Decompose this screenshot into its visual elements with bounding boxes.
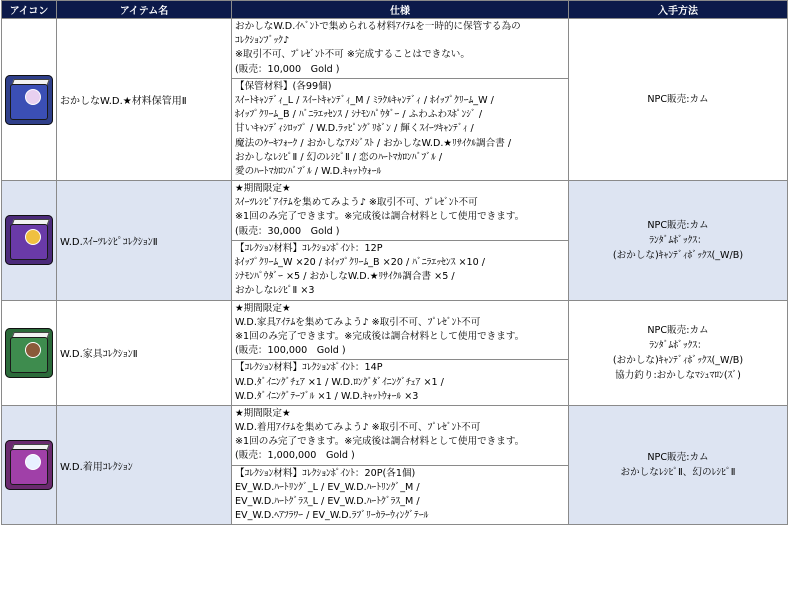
- icon-cell: [2, 19, 57, 181]
- spec-line: ★期間限定★: [235, 407, 291, 419]
- spec-line: 【ｺﾚｸｼｮﾝ材料】ｺﾚｸｼｮﾝﾎﾟｲﾝﾄ：20P(各1個): [235, 467, 416, 479]
- header-name: アイテム名: [57, 1, 232, 19]
- spec-materials: [232, 360, 569, 406]
- spec-line: (販売：30,000 Gold ): [235, 225, 340, 237]
- spec-line: EV_W.D.ﾊｰﾄｸﾞﾗｽ_L / EV_W.D.ﾊｰﾄｸﾞﾗｽ_M /: [235, 496, 420, 507]
- spec-line: (販売：1,000,000 Gold ): [235, 450, 355, 462]
- spec-line: おかしなﾚｼﾋﾟⅡ / 幻のﾚｼﾋﾟⅡ / 恋のﾊｰﾄﾏｶﾛﾝﾊﾞﾌﾞﾙ /: [235, 151, 443, 163]
- spec-line: W.D.家具ｱｲﾃﾑを集めてみよう♪ ※取引不可、ﾌﾟﾚｾﾞﾝﾄ不可: [235, 316, 481, 328]
- spec-materials: [232, 240, 569, 300]
- spec-materials: [232, 78, 569, 180]
- acquire-line: ﾗﾝﾀﾞﾑﾎﾞｯｸｽ：: [649, 234, 707, 246]
- costume-book-icon: [5, 440, 53, 490]
- spec-line: おかしなW.D.ｲﾍﾞﾝﾄで集められる材料ｱｲﾃﾑを一時的に保管する為の: [235, 21, 521, 32]
- spec-description: [232, 405, 569, 465]
- spec-line: ※1回のみ完了できます。※完成後は調合材料として使用できます。: [235, 330, 525, 342]
- table-row: [2, 181, 788, 241]
- acquire-line: ﾗﾝﾀﾞﾑﾎﾞｯｸｽ：: [649, 339, 707, 351]
- acquire-method: [569, 300, 788, 405]
- spec-line: (販売：10,000 Gold ): [235, 63, 340, 75]
- acquire-line: NPC販売:カム: [647, 219, 709, 231]
- spec-description: [232, 181, 569, 241]
- spec-line: 愛のﾊｰﾄﾏｶﾛﾝﾊﾞﾌﾞﾙ / W.D.ｷｬｯﾄｳｫｰﾙ: [235, 165, 382, 177]
- table-row: [2, 405, 788, 465]
- acquire-line: (おかしな)ｷｬﾝﾃﾞｨﾎﾞｯｸｽ(_W/B): [612, 249, 744, 261]
- header-icon: アイコン: [2, 1, 57, 19]
- spec-line: ※取引不可、ﾌﾟﾚｾﾞﾝﾄ不可 ※完成することはできない。: [235, 49, 470, 61]
- table-row: [2, 300, 788, 360]
- item-name: W.D.着用ｺﾚｸｼｮﾝ: [57, 405, 232, 525]
- spec-line: ｼﾅﾓﾝﾊﾟｳﾀﾞｰ ×5 / おかしなW.D.★ﾘｻｲｸﾙ調合書 ×5 /: [235, 271, 455, 283]
- spec-materials: [232, 465, 569, 525]
- spec-line: おかしなﾚｼﾋﾟⅡ ×3: [235, 285, 315, 297]
- items-table: [1, 0, 788, 525]
- acquire-method: [569, 19, 788, 181]
- spec-line: W.D.ﾀﾞｲﾆﾝｸﾞﾃｰﾌﾞﾙ ×1 / W.D.ｷｬｯﾄｳｫｰﾙ ×3: [235, 390, 419, 402]
- spec-line: 【保管材料】(各99個): [235, 80, 332, 92]
- acquire-line: おかしなﾚｼﾋﾟⅡ、幻のﾚｼﾋﾟⅡ: [620, 467, 736, 479]
- header-acquire: 入手方法: [569, 1, 788, 19]
- item-name: W.D.家具ｺﾚｸｼｮﾝⅡ: [57, 300, 232, 405]
- spec-line: EV_W.D.ﾍｱﾌﾗﾜｰ / EV_W.D.ﾗﾌﾞﾘｰｶﾗｰｳｨﾝｸﾞﾃｰﾙ: [235, 510, 429, 522]
- spec-line: ★期間限定★: [235, 183, 291, 195]
- item-name: W.D.ｽｲｰﾂﾚｼﾋﾟｺﾚｸｼｮﾝⅡ: [57, 181, 232, 301]
- spec-description: [232, 300, 569, 360]
- icon-cell: [2, 405, 57, 525]
- acquire-line: NPC販売:カム: [647, 452, 709, 464]
- acquire-line: NPC販売:カム: [647, 324, 709, 336]
- spec-line: ※1回のみ完了できます。※完成後は調合材料として使用できます。: [235, 211, 525, 223]
- spec-line: ﾎｲｯﾌﾟｸﾘｰﾑ_B / ﾊﾞﾆﾗｴｯｾﾝｽ / ｼﾅﾓﾝﾊﾟｳﾀﾞｰ / ふわふわｽﾎﾟﾝｼﾞ /: [235, 109, 483, 121]
- acquire-line: (おかしな)ｷｬﾝﾃﾞｨﾎﾞｯｸｽ(_W/B): [612, 354, 744, 366]
- spec-line: 甘いｷｬﾝﾃﾞｨｼﾛｯﾌﾟ / W.D.ﾗｯﾋﾟﾝｸﾞﾘﾎﾞﾝ / 輝くｽｲｰﾂｷｬﾝﾃﾞｨ /: [235, 123, 474, 135]
- spec-line: 魔法のｹｰｷﾌｫｰｸ / おかしなｱﾒｼﾞｽﾄ / おかしなW.D.★ﾘｻｲｸﾙ調合書 /: [235, 137, 512, 149]
- spec-line: ﾎｲｯﾌﾟｸﾘｰﾑ_W ×20 / ﾎｲｯﾌﾟｸﾘｰﾑ_B ×20 / ﾊﾞﾆﾗｴｯｾﾝｽ ×10 /: [235, 257, 486, 268]
- header-spec: 仕様: [232, 1, 569, 19]
- spec-line: ｽｲｰﾄｷｬﾝﾃﾞｨ_L / ｽｲｰﾄｷｬﾝﾃﾞｨ_M / ﾐﾗｸﾙｷｬﾝﾃﾞｨ / ﾎｲｯﾌﾟｸﾘｰﾑ_W /: [235, 94, 494, 106]
- spec-line: ★期間限定★: [235, 302, 291, 314]
- icon-cell: [2, 181, 57, 301]
- lollipop-book-icon: [5, 75, 53, 125]
- header-row: [2, 1, 788, 19]
- sweets-book-icon: [5, 215, 53, 265]
- spec-line: W.D.ﾀﾞｲﾆﾝｸﾞﾁｪｱ ×1 / W.D.ﾛﾝｸﾞﾀﾞｲﾆﾝｸﾞﾁｪｱ ×1 /: [235, 376, 444, 388]
- spec-line: ｽｲｰﾂﾚｼﾋﾟｱｲﾃﾑを集めてみよう♪ ※取引不可、ﾌﾟﾚｾﾞﾝﾄ不可: [235, 197, 478, 209]
- spec-line: ｺﾚｸｼｮﾝﾌﾞｯｸ♪: [235, 35, 290, 47]
- spec-description: [232, 19, 569, 79]
- item-name: おかしなW.D.★材料保管用Ⅱ: [57, 19, 232, 181]
- spec-line: ※1回のみ完了できます。※完成後は調合材料として使用できます。: [235, 436, 525, 448]
- furniture-book-icon: [5, 328, 53, 378]
- icon-cell: [2, 300, 57, 405]
- spec-line: 【ｺﾚｸｼｮﾝ材料】ｺﾚｸｼｮﾝﾎﾟｲﾝﾄ：14P: [235, 362, 383, 374]
- acquire-method: [569, 405, 788, 525]
- spec-line: 【ｺﾚｸｼｮﾝ材料】ｺﾚｸｼｮﾝﾎﾟｲﾝﾄ：12P: [235, 242, 383, 254]
- acquire-line: 協力釣り:おかしなﾏｼｭﾏﾛﾝ(ｽﾞ): [615, 369, 741, 381]
- spec-line: (販売：100,000 Gold ): [235, 345, 346, 357]
- acquire-line: NPC販売:カム: [647, 94, 709, 106]
- spec-line: EV_W.D.ﾊｰﾄﾘﾝｸﾞ_L / EV_W.D.ﾊｰﾄﾘﾝｸﾞ_M /: [235, 481, 420, 493]
- table-row: [2, 19, 788, 79]
- acquire-method: [569, 181, 788, 301]
- spec-line: W.D.着用ｱｲﾃﾑを集めてみよう♪ ※取引不可、ﾌﾟﾚｾﾞﾝﾄ不可: [235, 422, 481, 434]
